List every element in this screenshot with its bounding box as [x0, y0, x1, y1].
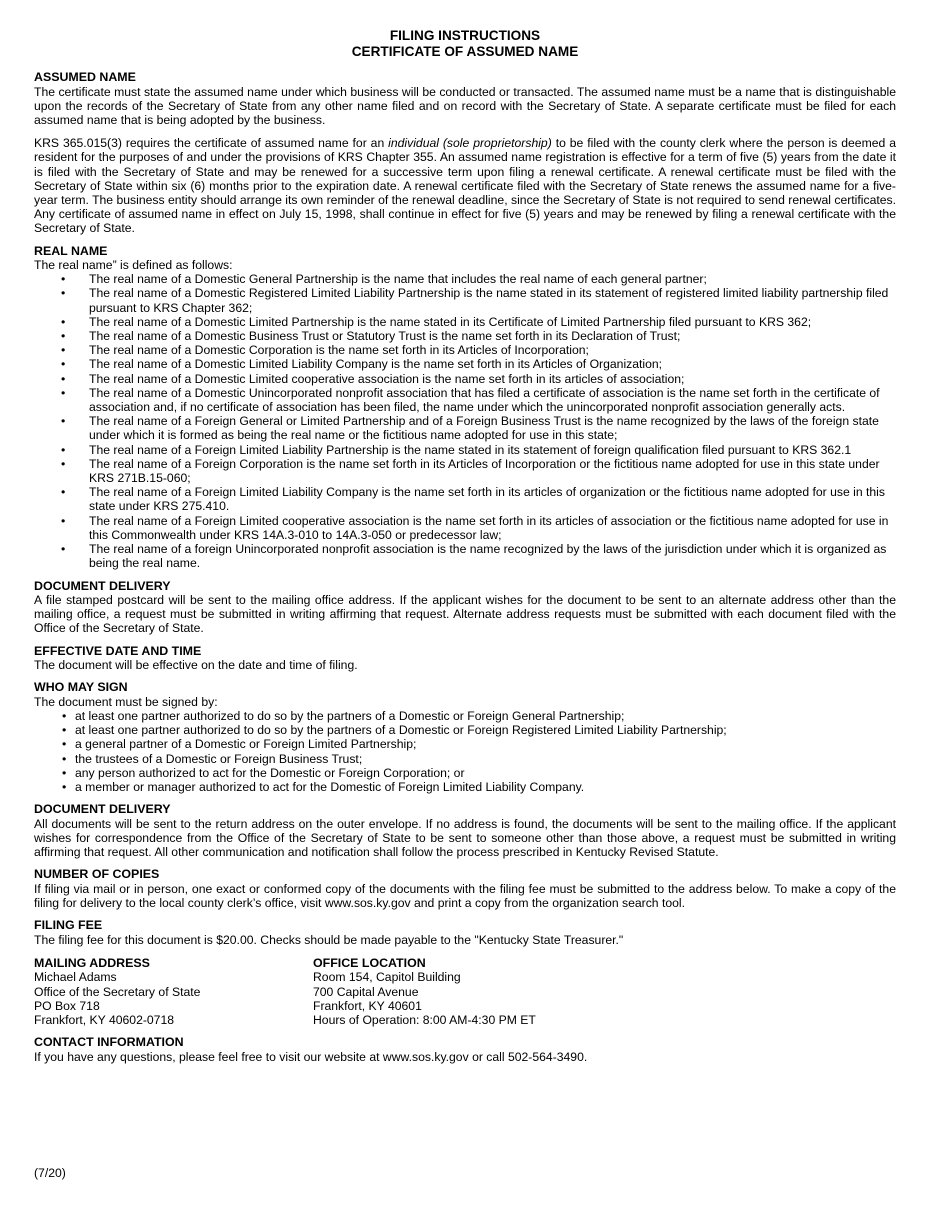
- office-location: [313, 956, 713, 1027]
- effective-date-text: The document will be effective on the date and time of filing.: [34, 658, 358, 673]
- list-item: • The real name of a Domestic Registered Limited Liability Partnership is the name stated in its statement of registered limited liability partnership filed pursuant to KRS Chapter 362;: [34, 286, 896, 314]
- mailing-address-line: PO Box 718: [34, 998, 100, 1013]
- office-location-line: 700 Capital Avenue: [313, 984, 419, 999]
- list-item: • The real name of a Foreign Limited Liability Partnership is the name stated in its statement of foreign qualification filed pursuant to KRS 362.1: [34, 443, 896, 457]
- real-name-heading: REAL NAME: [34, 243, 108, 258]
- section-document-delivery-2: [34, 802, 896, 859]
- address-block: [34, 956, 896, 1027]
- section-filing-fee: [34, 918, 896, 947]
- office-location-line: Room 154, Capitol Building: [313, 970, 461, 985]
- section-number-of-copies: [34, 867, 896, 910]
- office-location-heading: OFFICE LOCATION: [313, 955, 426, 970]
- mailing-address-line: Frankfort, KY 40602-0718: [34, 1013, 175, 1028]
- list-item: • a general partner of a Domestic or Foreign Limited Partnership;: [34, 737, 896, 751]
- list-item: • The real name of a Foreign Limited Liability Company is the name set forth in its articles of organization or the fictitious name adopted for use in this state under KRS 275.410.: [34, 485, 896, 513]
- office-location-line: Frankfort, KY 40601: [313, 998, 422, 1013]
- section-who-may-sign: [34, 680, 896, 794]
- contact-text: If you have any questions, please feel free to visit our website at www.sos.ky.gov or call 502-564-3490.: [34, 1049, 588, 1064]
- krs-text-rest: to be filed with the county clerk where the person is deemed a resident for the purposes of and under the provisions of KRS Chapter 355. An assumed name registration is effective for a term of five (5) years from the date it is filed with the Secretary of State and may be renewed for a successive term upon filing a renewal certificate. A renewal certificate must be filed with the Secretary of State within six (6) months prior to the expiration date. A renewal certificate filed with the Secretary of State renews the assumed name for a five-year term. The business entity should arrange its own reminder of the renewal deadline, since the Secretary of State is not required to send renewal certificates. Any certificate of assumed name in effect on July 15, 1998, shall continue in effect for five (5) years and may be renewed by filing a renewal certificate with the Secretary of State.: [34, 136, 896, 236]
- document-delivery-heading: DOCUMENT DELIVERY: [34, 802, 171, 817]
- list-item: • The real name of a Domestic Limited Partnership is the name stated in its Certificate of Limited Partnership filed pursuant to KRS 362;: [34, 315, 896, 329]
- section-document-delivery-1: [34, 579, 896, 636]
- mailing-address-heading: MAILING ADDRESS: [34, 955, 150, 970]
- krs-text-start: KRS 365.015(3) requires the certificate of assumed name for an: [34, 136, 389, 151]
- list-item: • The real name of a Foreign Corporation is the name set forth in its Articles of Incorporation or the fictitious name adopted for use in this state under KRS 271B.15-060;: [34, 457, 896, 485]
- effective-date-heading: EFFECTIVE DATE AND TIME: [34, 643, 202, 658]
- assumed-name-para-1: The certificate must state the assumed name under which business will be conducted or transacted. The assumed name must be a name that is distinguishable upon the records of the Secretary of State from any other name filed and on record with the Secretary of State. A separate certificate must be filed for each assumed name that is being adopted by the business.: [34, 84, 896, 127]
- list-item: • The real name of a Domestic Business Trust or Statutory Trust is the name set forth in its Declaration of Trust;: [34, 329, 896, 343]
- instructions-page: [34, 28, 896, 1064]
- list-item: • at least one partner authorized to do so by the partners of a Domestic or Foreign Registered Limited Liability Partnership;: [34, 723, 896, 737]
- document-delivery-text: All documents will be sent to the return address on the outer envelope. If no address is found, the documents will be sent to the mailing office. If the applicant wishes for correspondence from the Office of the Secretary of State to be sent to someone other than those above, a request must be submitted in writing affirming that request. All other communication and notification shall follow the process prescribed in Kentucky Revised Statute.: [34, 816, 896, 860]
- mailing-address-line: Office of the Secretary of State: [34, 984, 201, 999]
- section-assumed-name: [34, 70, 896, 236]
- revision-date: (7/20): [34, 1166, 66, 1180]
- list-item: • The real name of a Domestic Corporation is the name set forth in its Articles of Incorporation;: [34, 343, 896, 357]
- title-line-1: FILING INSTRUCTIONS: [389, 28, 541, 43]
- sole-proprietorship-text: individual (sole proprietorship): [388, 136, 552, 151]
- list-item: • The real name of a Domestic General Partnership is the name that includes the real name of each general partner;: [34, 272, 896, 286]
- list-item: • a member or manager authorized to act for the Domestic of Foreign Limited Liability Company.: [34, 780, 896, 794]
- document-delivery-heading: DOCUMENT DELIVERY: [34, 578, 171, 593]
- list-item: • any person authorized to act for the Domestic or Foreign Corporation; or: [34, 766, 896, 780]
- number-of-copies-text: If filing via mail or in person, one exact or conformed copy of the documents with the filing fee must be submitted to the address below. To make a copy of the filing for delivery to the local county clerk’s office, visit www.sos.ky.gov and print a copy from the organization search tool.: [34, 881, 896, 911]
- list-item: • The real name of a Foreign General or Limited Partnership and of a Foreign Business Trust is the name recognized by the laws of the foreign state under which it is formed as being the real name or the fictitious name adopted for use in this state;: [34, 414, 896, 442]
- real-name-intro: The real name” is defined as follows:: [34, 258, 233, 273]
- document-title: [34, 28, 896, 60]
- list-item: • the trustees of a Domestic or Foreign Business Trust;: [34, 752, 896, 766]
- section-real-name: [34, 244, 896, 571]
- office-location-line: Hours of Operation: 8:00 AM-4:30 PM ET: [313, 1013, 536, 1028]
- mailing-address: [34, 956, 313, 1027]
- who-may-sign-list: [34, 709, 896, 794]
- who-may-sign-intro: The document must be signed by:: [34, 694, 218, 709]
- title-line-2: CERTIFICATE OF ASSUMED NAME: [351, 44, 579, 59]
- assumed-name-heading: ASSUMED NAME: [34, 70, 136, 84]
- filing-fee-heading: FILING FEE: [34, 918, 103, 933]
- document-delivery-text: A file stamped postcard will be sent to the mailing office address. If the applicant wishes for the document to be sent to an alternate address other than the mailing office, a request must be submitted in writing affirming that request. Alternate address requests must be submitted with each document filed with the Office of the Secretary of State.: [34, 593, 896, 636]
- list-item: • The real name of a Foreign Limited cooperative association is the name set forth in its articles of association or the fictitious name adopted for use in this Commonwealth under KRS 14A.3-010 to 14A.3-050 or predecessor law;: [34, 514, 896, 542]
- assumed-name-para-2: [34, 136, 896, 235]
- list-item: • at least one partner authorized to do so by the partners of a Domestic or Foreign General Partnership;: [34, 709, 896, 723]
- list-item: • The real name of a Domestic Limited cooperative association is the name set forth in its articles of association;: [34, 372, 896, 386]
- real-name-list: [34, 272, 896, 570]
- list-item: • The real name of a Domestic Unincorporated nonprofit association that has filed a certificate of association is the name set forth in the certificate of association and, if no certificate of association has been filed, the name under which the unincorporated nonprofit association generally acts.: [34, 386, 896, 414]
- filing-fee-text: The filing fee for this document is $20.00. Checks should be made payable to the "Kentucky State Treasurer.": [34, 932, 624, 947]
- section-contact: [34, 1035, 896, 1064]
- section-effective-date: [34, 644, 896, 673]
- mailing-address-line: Michael Adams: [34, 970, 117, 985]
- who-may-sign-heading: WHO MAY SIGN: [34, 680, 128, 695]
- contact-heading: CONTACT INFORMATION: [34, 1035, 184, 1050]
- number-of-copies-heading: NUMBER OF COPIES: [34, 867, 160, 882]
- list-item: • The real name of a Domestic Limited Liability Company is the name set forth in its Articles of Organization;: [34, 357, 896, 371]
- list-item: • The real name of a foreign Unincorporated nonprofit association is the name recognized by the laws of the jurisdiction under which it is organized as being the real name.: [34, 542, 896, 570]
